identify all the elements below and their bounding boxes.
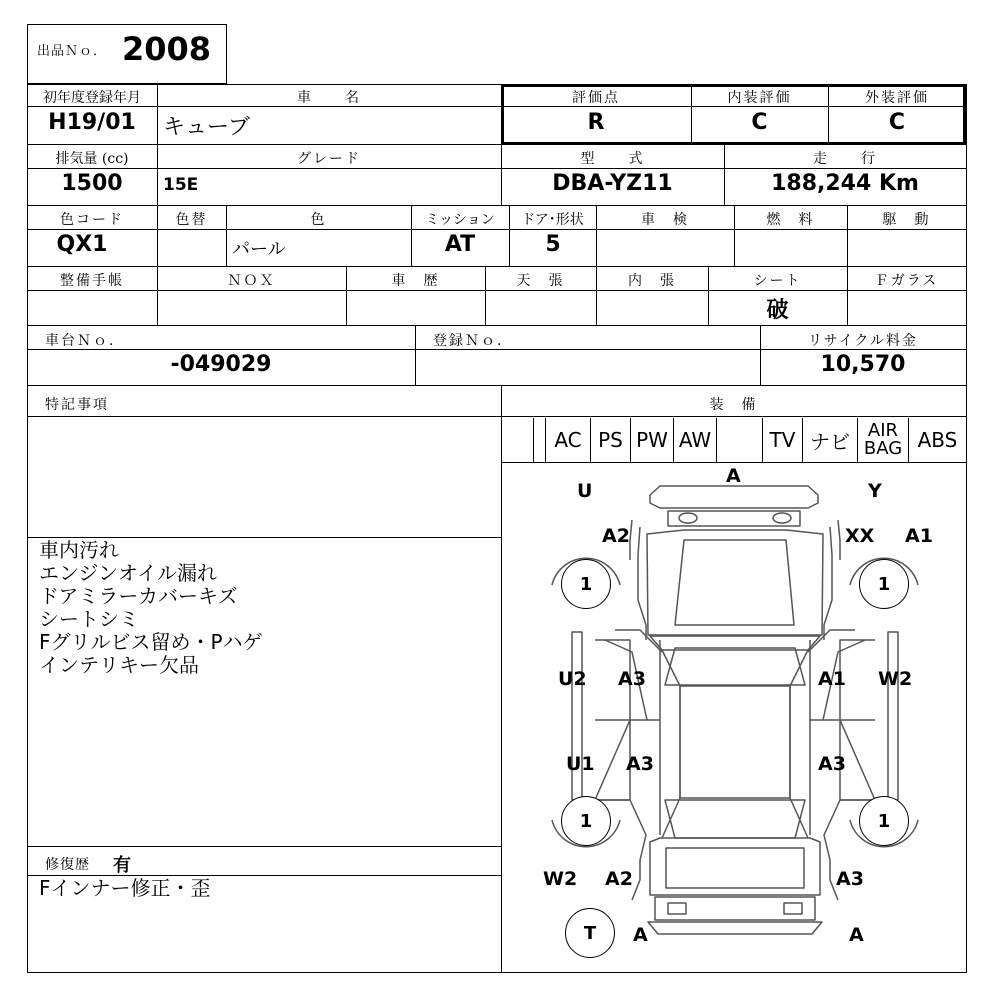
car-diagram bbox=[502, 463, 966, 972]
repair-history-label: 修復歴 bbox=[45, 857, 90, 873]
damage-mark: A2 bbox=[605, 868, 633, 890]
inner-lining-label: 内 張 bbox=[628, 273, 676, 289]
equipment-blank-2 bbox=[716, 418, 762, 462]
equipment-ps: PS bbox=[590, 418, 630, 462]
front-right-wheel: 1 bbox=[859, 559, 909, 609]
damage-mark: A bbox=[726, 465, 741, 487]
exterior-grade-label: 外装評価 bbox=[865, 90, 929, 106]
model-code-label: 型 式 bbox=[580, 151, 645, 167]
damage-mark: A bbox=[633, 924, 648, 946]
equipment-tv: TV bbox=[762, 418, 802, 462]
service-book-label: 整備手帳 bbox=[60, 273, 124, 289]
repaint-label: 色替 bbox=[175, 212, 208, 228]
remark-line: シートシミ bbox=[39, 607, 139, 631]
remark-line: インテリキー欠品 bbox=[39, 653, 199, 677]
damage-mark: A1 bbox=[905, 525, 933, 547]
chassis-number-label: 車台Ｎｏ． bbox=[45, 333, 125, 349]
lot-number-value: 2008 bbox=[122, 30, 212, 68]
car-name-label: 車 名 bbox=[297, 90, 361, 106]
interior-grade-value: C bbox=[751, 110, 768, 135]
equipment-airbag-label: AIR BAG bbox=[863, 420, 903, 459]
color-value: パール bbox=[232, 239, 286, 260]
repair-detail: Fインナー修正・歪 bbox=[39, 876, 211, 900]
grade-label: グレード bbox=[297, 151, 361, 167]
equipment-abs: ABS bbox=[908, 418, 966, 462]
damage-mark: W2 bbox=[543, 868, 578, 890]
front-left-wheel: 1 bbox=[561, 559, 611, 609]
color-label: 色 bbox=[310, 212, 327, 228]
remark-line: 車内汚れ bbox=[39, 538, 119, 562]
damage-mark: U2 bbox=[558, 668, 587, 690]
score-value: R bbox=[587, 110, 605, 135]
nox-label: ＮＯＸ bbox=[227, 273, 276, 289]
chassis-number-value: -049029 bbox=[170, 352, 272, 377]
model-code-value: DBA-YZ11 bbox=[552, 171, 673, 196]
damage-mark: A2 bbox=[602, 525, 630, 547]
drive-label: 駆 動 bbox=[882, 212, 931, 228]
repair-history-value: 有 bbox=[113, 855, 131, 876]
exterior-grade-value: C bbox=[888, 110, 906, 135]
vehicle-history-label: 車 歴 bbox=[391, 273, 440, 289]
lot-number-label: 出品Ｎｏ． bbox=[37, 44, 108, 59]
transmission-label: ミッション bbox=[425, 212, 495, 228]
equipment-aw: AW bbox=[673, 418, 716, 462]
mileage-label: 走 行 bbox=[813, 151, 877, 167]
remark-line: Fグリルビス留め・Pハゲ bbox=[39, 630, 263, 654]
damage-mark: U1 bbox=[566, 753, 595, 775]
seat-value: 破 bbox=[766, 298, 789, 323]
mileage-value: 188,244 Km bbox=[771, 171, 919, 196]
equipment-label: 装 備 bbox=[709, 397, 758, 413]
damage-mark: W2 bbox=[878, 668, 913, 690]
score-label: 評価点 bbox=[572, 90, 620, 106]
first-registration-value: H19/01 bbox=[48, 110, 136, 135]
inspection-label: 車 検 bbox=[641, 212, 689, 228]
damage-mark: A3 bbox=[836, 868, 864, 890]
recycle-fee-label: リサイクル料金 bbox=[807, 333, 919, 349]
damage-mark: A3 bbox=[618, 668, 646, 690]
damage-mark: U bbox=[577, 480, 593, 502]
front-glass-label: Ｆガラス bbox=[874, 273, 939, 289]
ceiling-label: 天 張 bbox=[516, 273, 565, 289]
damage-mark: A1 bbox=[818, 668, 846, 690]
rear-left-wheel: 1 bbox=[561, 796, 611, 846]
damage-mark: A bbox=[849, 924, 864, 946]
damage-mark: XX bbox=[845, 525, 875, 547]
color-code-value: QX1 bbox=[56, 232, 108, 257]
rear-right-wheel: 1 bbox=[859, 796, 909, 846]
color-code-label: 色コード bbox=[60, 212, 124, 228]
damage-mark: A3 bbox=[626, 753, 654, 775]
interior-grade-label: 内装評価 bbox=[727, 90, 792, 106]
first-registration-label: 初年度登録年月 bbox=[43, 90, 141, 106]
registration-number-label: 登録Ｎｏ． bbox=[433, 333, 513, 349]
displacement-value: 1500 bbox=[61, 171, 123, 196]
car-name-value: キューブ bbox=[163, 115, 250, 140]
damage-mark: A3 bbox=[818, 753, 846, 775]
equipment-navi: ナビ bbox=[802, 418, 857, 462]
grade-value: 15E bbox=[163, 175, 199, 195]
seat-label: シート bbox=[753, 273, 802, 289]
remarks-label: 特記事項 bbox=[45, 397, 109, 413]
displacement-label: 排気量 (cc) bbox=[55, 151, 129, 167]
remark-line: エンジンオイル漏れ bbox=[39, 561, 217, 585]
fuel-label: 燃 料 bbox=[766, 212, 815, 228]
equipment-blank bbox=[533, 418, 545, 462]
door-shape-label: ドア･形状 bbox=[521, 212, 584, 228]
equipment-pw: PW bbox=[630, 418, 673, 462]
door-shape-value: 5 bbox=[545, 232, 561, 257]
remark-line: ドアミラーカバーキズ bbox=[39, 584, 238, 608]
transmission-value: AT bbox=[444, 232, 476, 257]
spare-tire: T bbox=[565, 908, 615, 958]
damage-mark: Y bbox=[868, 480, 882, 502]
equipment-ac: AC bbox=[545, 418, 590, 462]
equipment-airbag bbox=[857, 418, 908, 462]
recycle-fee-value: 10,570 bbox=[820, 352, 906, 377]
